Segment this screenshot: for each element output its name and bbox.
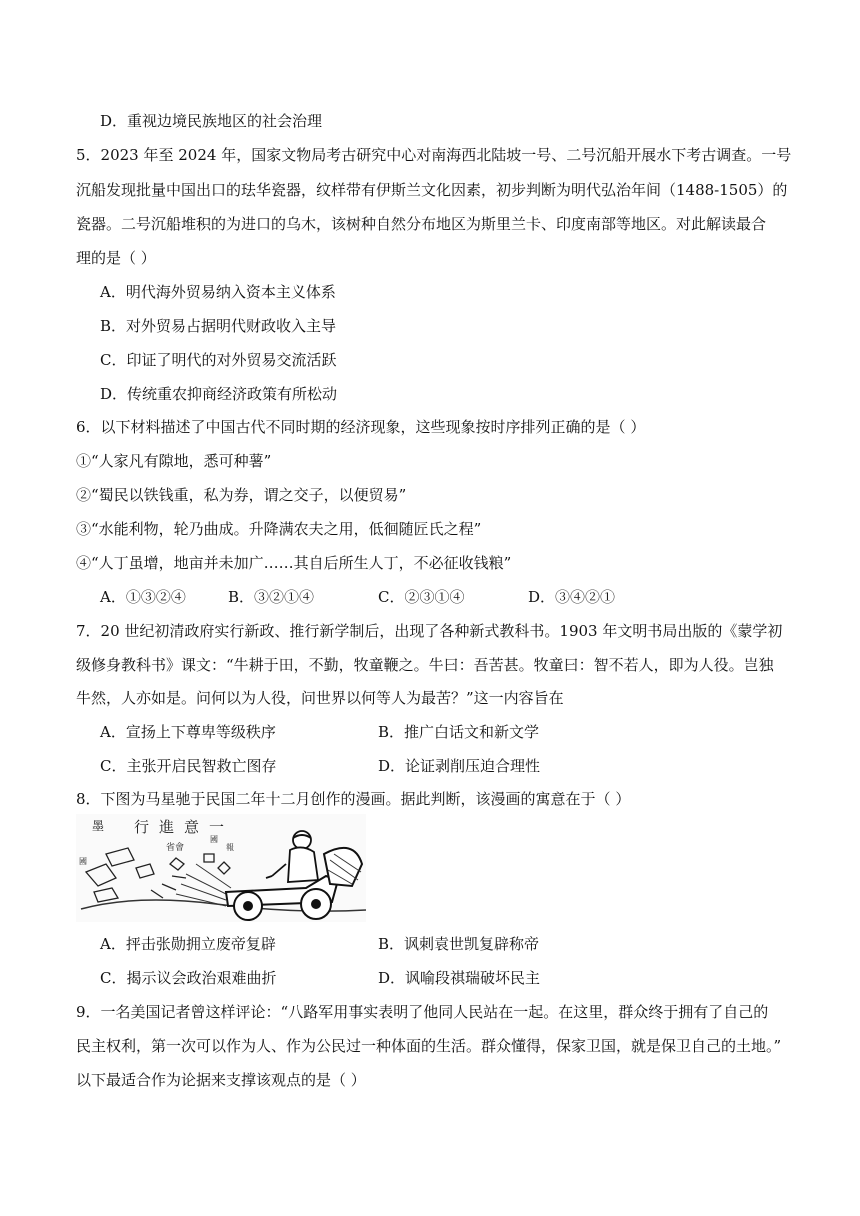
svg-text:國: 國	[79, 857, 87, 866]
q7-option-d: D．论证剥削压迫合理性	[378, 757, 541, 775]
q9-stem-line-2: 民主权利，第一次可以作为人、作为公民过一种体面的生活。群众懂得，保家卫国，就是保卫自己的土地。”	[76, 1037, 782, 1055]
q7-stem-line-1: 7．20 世纪初清政府实行新政、推行新学制后，出现了各种新式教科书。1903 年文明书局出版的《蒙学初	[76, 622, 783, 640]
q5-option-d: D．传统重农抑商经济政策有所松动	[100, 385, 338, 403]
q6-option-a: A．①③②④	[100, 588, 186, 606]
q6-stem-line-1: 6．以下材料描述了中国古代不同时期的经济现象，这些现象按时序排列正确的是（ ）	[76, 418, 646, 436]
q5-stem-line-4: 理的是（ ）	[76, 249, 156, 267]
q6-option-d: D．③④②①	[528, 588, 616, 606]
q8-option-c: C．揭示议会政治艰难曲折	[100, 969, 277, 987]
q7-option-c: C．主张开启民智救亡图存	[100, 757, 277, 775]
q4-option-d: D．重视边境民族地区的社会治理	[100, 112, 323, 130]
q5-stem-line-1: 5．2023 年至 2024 年，国家文物局考古研究中心对南海西北陆坡一号、二号沉船开展水下考古调查。一号	[76, 146, 792, 164]
q8-option-a: A．抨击张勋拥立废帝复辟	[100, 935, 276, 953]
q6-option-c: C．②③①④	[378, 588, 465, 606]
political-cartoon-image	[76, 814, 366, 922]
q6-material-1: ①“人家凡有隙地，悉可种薯”	[76, 452, 272, 470]
q7-option-b: B．推广白话文和新文学	[378, 723, 540, 741]
svg-text:墨: 墨	[92, 819, 105, 833]
q6-material-4: ④“人丁虽增，地亩并未加广……其自后所生人丁，不必征收钱粮”	[76, 554, 512, 572]
q5-option-b: B．对外贸易占据明代财政收入主导	[100, 317, 337, 335]
q9-stem-line-1: 9．一名美国记者曾这样评论：“八路军用事实表明了他同人民站在一起。在这里，群众终于拥有了自己的	[76, 1003, 769, 1021]
q9-stem-line-3: 以下最适合作为论据来支撑该观点的是（ ）	[76, 1071, 366, 1089]
q5-option-c: C．印证了明代的对外贸易交流活跃	[100, 351, 337, 369]
svg-text:報: 報	[226, 843, 234, 852]
q7-stem-line-3: 牛然，人亦如是。问何以为人役，问世界以何等人为最苦？”这一内容旨在	[76, 689, 564, 707]
svg-text:省會: 省會	[166, 843, 185, 853]
q5-stem-line-3: 瓷器。二号沉船堆积的为进口的乌木，该树种自然分布地区为斯里兰卡、印度南部等地区。对此解读最合	[76, 215, 767, 233]
q6-material-3: ③“水能利物，轮乃曲成。升降满农夫之用，低徊随匠氏之程”	[76, 520, 482, 538]
q5-option-a: A．明代海外贸易纳入资本主义体系	[100, 283, 336, 301]
q5-stem-line-2: 沉船发现批量中国出口的珐华瓷器，纹样带有伊斯兰文化因素，初步判断为明代弘治年间（1488-1505）的	[76, 181, 788, 199]
q6-material-2: ②“蜀民以铁钱重，私为券，谓之交子，以便贸易”	[76, 486, 407, 504]
q8-stem-line-1: 8．下图为马星驰于民国二年十二月创作的漫画。据此判断，该漫画的寓意在于（ ）	[76, 790, 631, 808]
q6-option-b: B．③②①④	[228, 588, 315, 606]
cartoon-title: 行進意一	[134, 818, 235, 836]
svg-text:國: 國	[210, 835, 218, 844]
q8-option-d: D．讽喻段祺瑞破坏民主	[378, 969, 541, 987]
q8-option-b: B．讽刺袁世凯复辟称帝	[378, 935, 540, 953]
q7-option-a: A．宣扬上下尊卑等级秩序	[100, 723, 276, 741]
q7-stem-line-2: 级修身教科书》课文：“牛耕于田，不勤，牧童鞭之。牛曰：吾苦甚。牧童曰：智不若人，即为人役。岂独	[76, 656, 774, 674]
